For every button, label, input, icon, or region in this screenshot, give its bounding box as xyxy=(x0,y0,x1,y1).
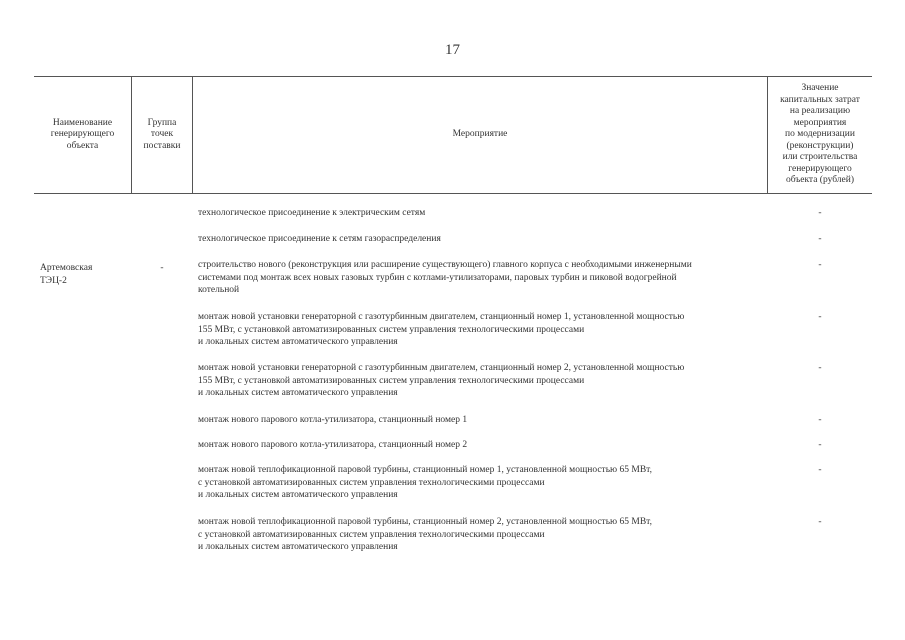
header-delivery-group: Группа точек поставки xyxy=(143,117,181,151)
capital-cost-value: - xyxy=(818,415,822,425)
capital-cost-value: - xyxy=(818,440,822,450)
delivery-group-value: - xyxy=(160,263,164,273)
capital-cost-value: - xyxy=(818,234,822,244)
measure-row: монтаж нового парового котла-утилизатора, станционный номер 2 xyxy=(198,440,468,450)
header-capital-costs: Значение капитальных затрат на реализацию мероприятия по модернизации (реконструкции) или строительства генерирующего объекта (рублей) xyxy=(780,83,860,186)
measure-row: монтаж новой установки генераторной с газотурбинным двигателем, станционный номер 1, установленной мощностью 155 МВт, с установкой автоматизированных систем управления технологическими процессами и локальных систем автоматического управления xyxy=(198,312,685,347)
capital-cost-value: - xyxy=(818,312,822,322)
capital-cost-value: - xyxy=(818,465,822,475)
capital-cost-value: - xyxy=(818,208,822,218)
capital-cost-value: - xyxy=(818,363,822,373)
object-name: Артемовская ТЭЦ-2 xyxy=(40,263,93,286)
measure-row: строительство нового (реконструкция или расширение существующего) главного корпуса с необходимыми инженерными системами под монтаж всех новых газовых турбин с котлами-утилизаторами, паровых турбин и пиковой водогрейной котельной xyxy=(198,260,692,295)
measure-row: монтаж новой установки генераторной с газотурбинным двигателем, станционный номер 2, установленной мощностью 155 МВт, с установкой автоматизированных систем управления технологическими процессами и локальных систем автоматического управления xyxy=(198,363,685,398)
header-object-name: Наименование генерирующего объекта xyxy=(50,117,115,151)
measure-row: технологическое присоединение к сетям газораспределения xyxy=(198,234,441,244)
measure-row: монтаж нового парового котла-утилизатора, станционный номер 1 xyxy=(198,415,468,425)
table-header xyxy=(34,76,872,194)
measure-row: монтаж новой теплофикационной паровой турбины, станционный номер 2, установленной мощностью 65 МВт, с установкой автоматизированных систем управления технологическими процессами и локальных систем автоматического управления xyxy=(198,517,652,552)
capital-cost-value: - xyxy=(818,517,822,527)
page-number: 17 xyxy=(445,42,460,58)
capital-cost-value: - xyxy=(818,260,822,270)
measure-row: монтаж новой теплофикационной паровой турбины, станционный номер 1, установленной мощностью 65 МВт, с установкой автоматизированных систем управления технологическими процессами и локальных систем автоматического управления xyxy=(198,465,652,500)
measure-row: технологическое присоединение к электрическим сетям xyxy=(198,208,426,218)
header-measure: Мероприятие xyxy=(452,129,508,140)
